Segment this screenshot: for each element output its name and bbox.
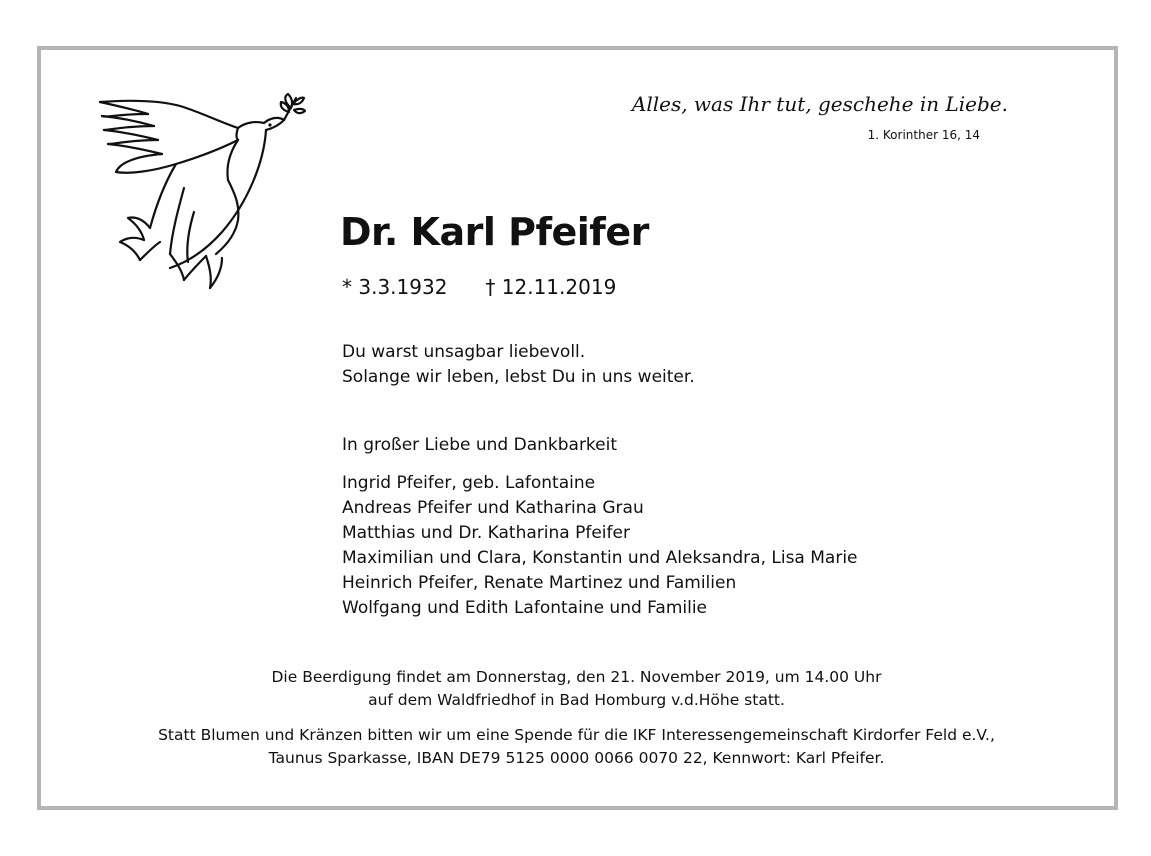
funeral-line: Die Beerdigung findet am Donnerstag, den 21. November 2019, um 14.00 Uhr [271,668,882,686]
mourner-entry: Heinrich Pfeifer, Renate Martinez und Familien [342,573,737,593]
life-dates [342,275,616,299]
mourners-list [342,471,858,621]
death-date: † 12.11.2019 [485,275,617,299]
bible-quote: Alles, was Ihr tut, geschehe in Liebe. [631,92,1008,116]
bible-reference: 1. Korinther 16, 14 [867,128,980,142]
memorial-verse [342,340,695,390]
mourner-entry: Ingrid Pfeifer, geb. Lafontaine [342,473,596,493]
dove-with-olive-branch-icon [88,92,320,292]
verse-line: Du warst unsagbar liebevoll. [342,342,586,362]
mourner-entry: Matthias und Dr. Katharina Pfeifer [342,523,630,543]
birth-date: * 3.3.1932 [342,275,448,299]
donation-line: Statt Blumen und Kränzen bitten wir um eine Spende für die IKF Interessengemeinschaft Kirdorfer Feld e.V., [158,726,995,744]
deceased-name: Dr. Karl Pfeifer [340,210,649,254]
mourner-entry: Maximilian und Clara, Konstantin und Aleksandra, Lisa Marie [342,548,858,568]
mourner-entry: Wolfgang und Edith Lafontaine und Familie [342,598,708,618]
funeral-notice [40,666,1113,712]
funeral-line: auf dem Waldfriedhof in Bad Homburg v.d.Höhe statt. [368,691,785,709]
mourners-intro: In großer Liebe und Dankbarkeit [342,435,618,455]
donation-notice [40,724,1113,770]
donation-line: Taunus Sparkasse, IBAN DE79 5125 0000 0066 0070 22, Kennwort: Karl Pfeifer. [268,749,885,767]
verse-line: Solange wir leben, lebst Du in uns weiter. [342,367,695,387]
mourner-entry: Andreas Pfeifer und Katharina Grau [342,498,644,518]
